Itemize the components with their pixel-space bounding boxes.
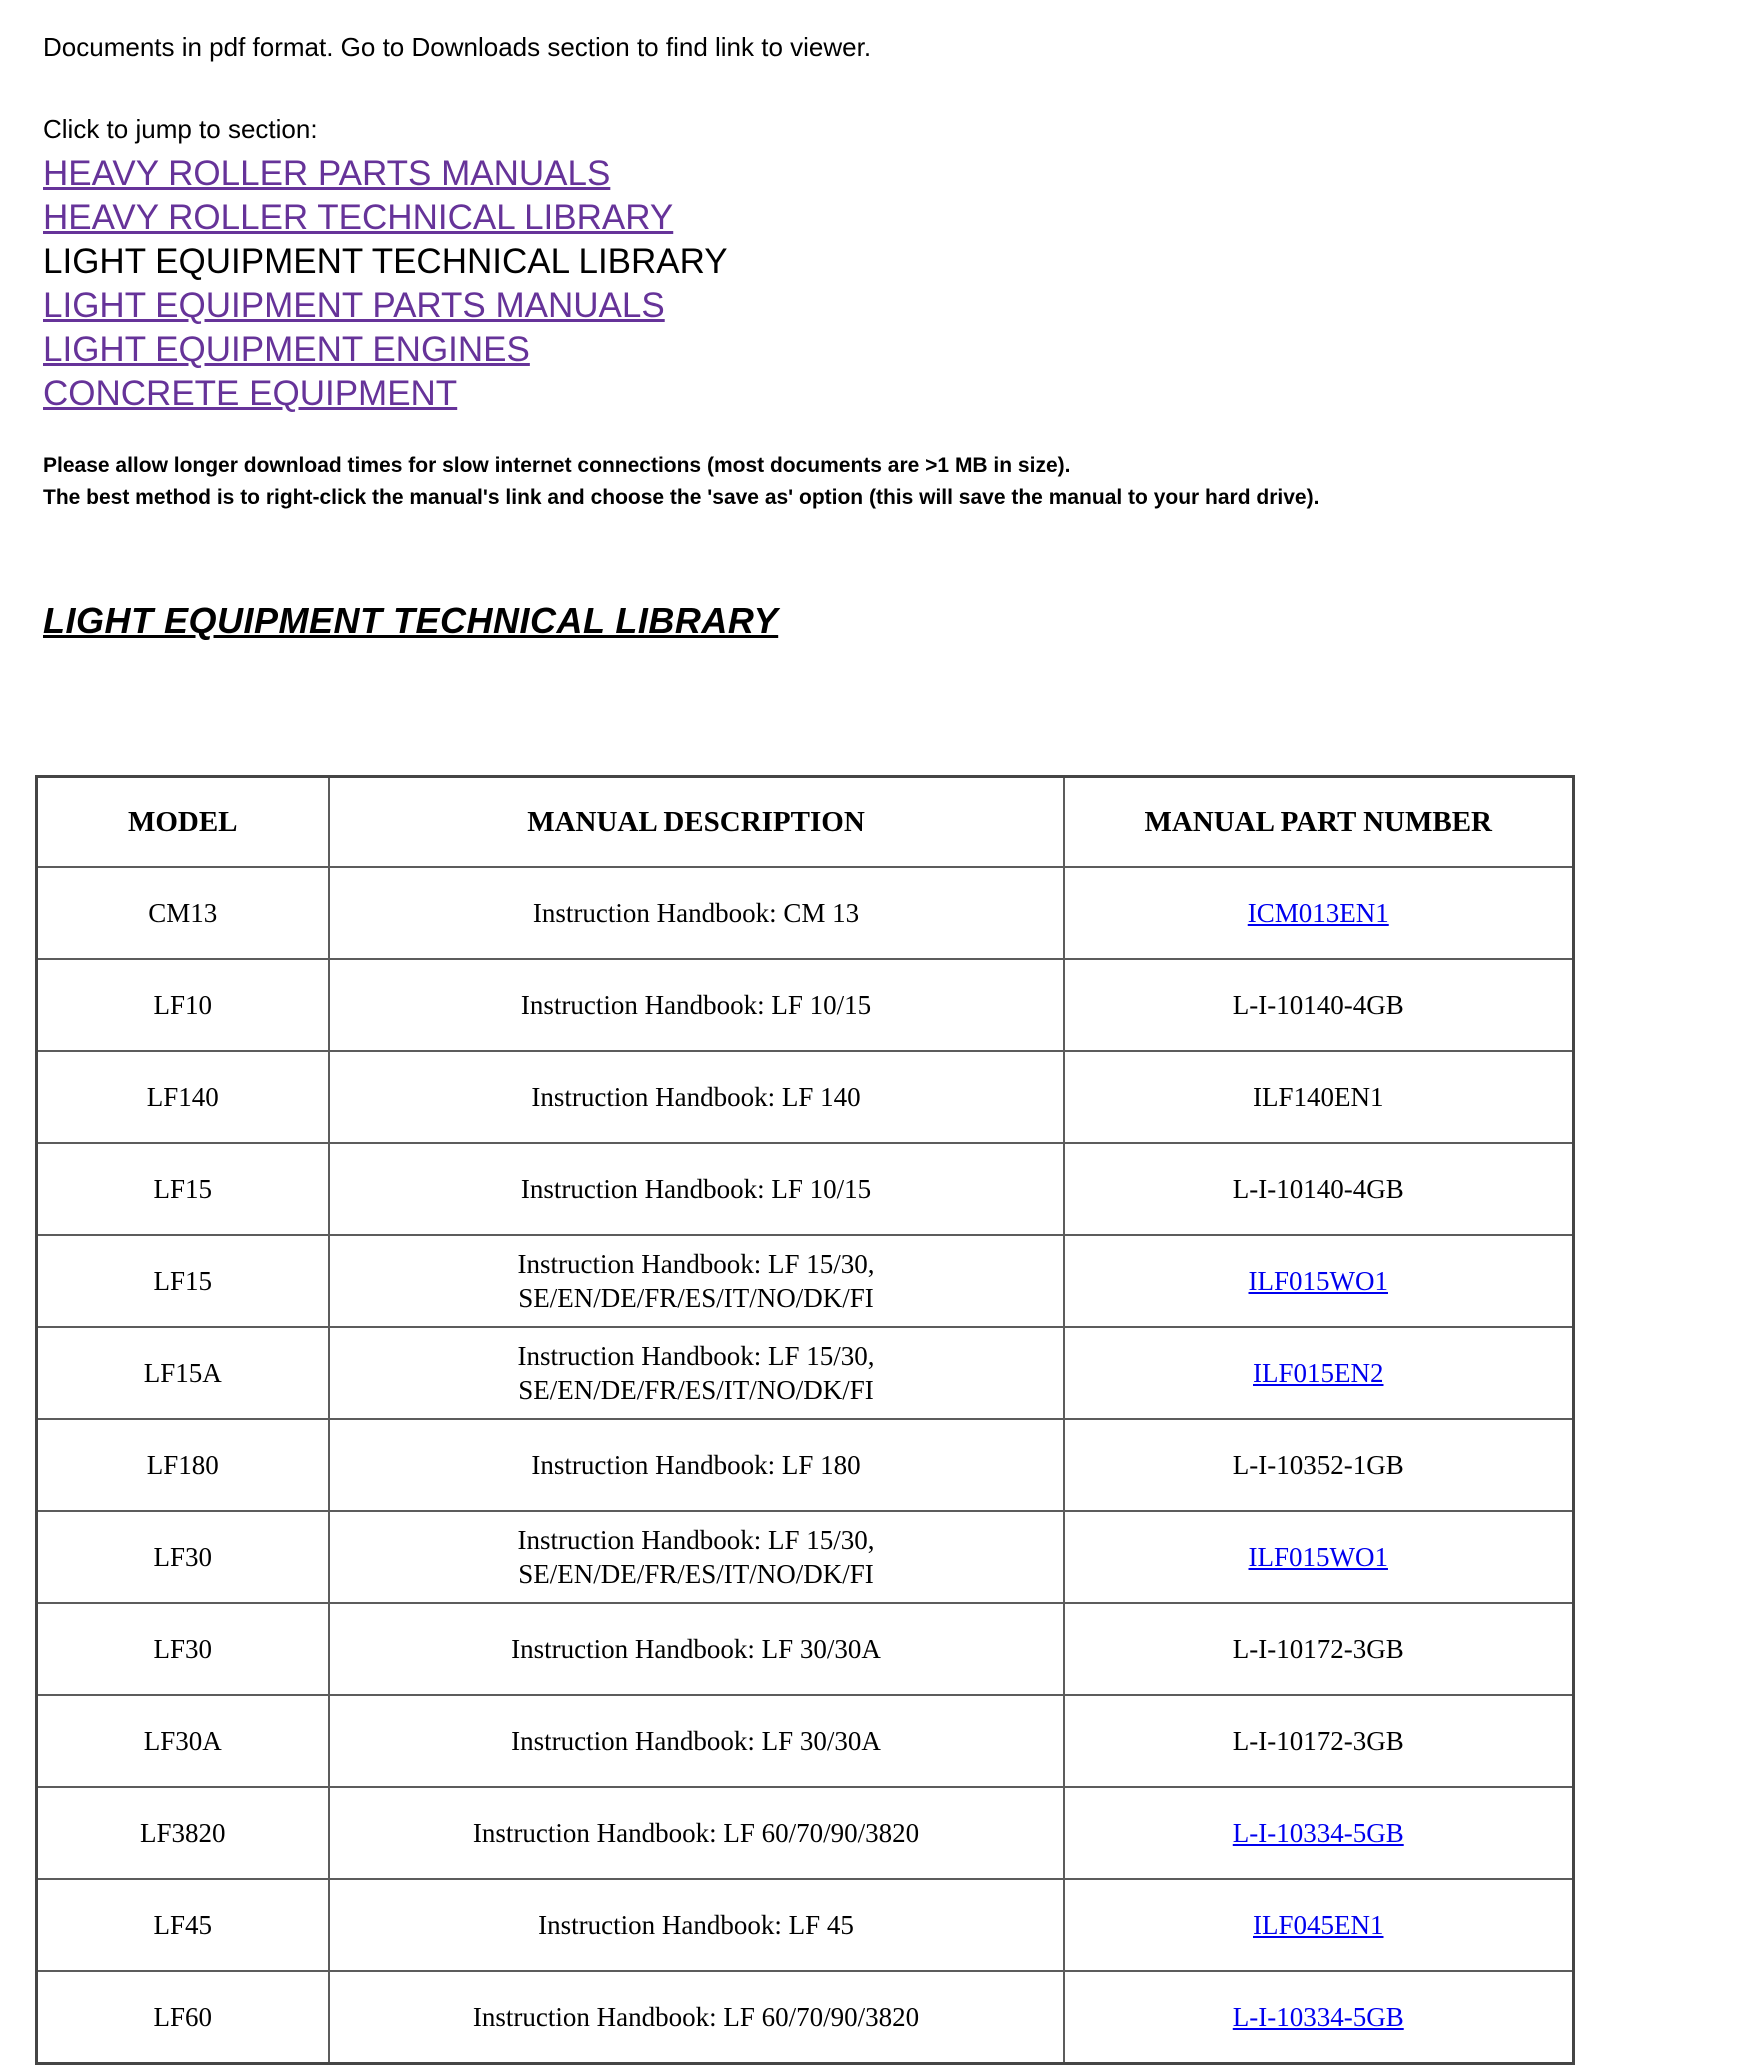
part-number-text: L-I-10352-1GB (1232, 1450, 1404, 1480)
description-line-1: Instruction Handbook: LF 30/30A (511, 1726, 881, 1756)
part-number-cell (1064, 1787, 1574, 1879)
description-line-1: Instruction Handbook: LF 60/70/90/3820 (472, 2002, 920, 2032)
jump-to-section-label: Click to jump to section: (43, 114, 318, 144)
table-row-10 (37, 1787, 1574, 1879)
description-cell (329, 1971, 1064, 2064)
section-nav-item-2: LIGHT EQUIPMENT TECHNICAL LIBRARY (43, 242, 728, 281)
description-line-1: Instruction Handbook: LF 30/30A (511, 1634, 881, 1664)
table-row-5 (37, 1327, 1574, 1419)
description-line-1: Instruction Handbook: LF 180 (531, 1450, 861, 1480)
intro-text: Documents in pdf format. Go to Downloads section to find link to viewer. (43, 32, 872, 62)
part-number-cell (1064, 1143, 1574, 1235)
column-header-part-number: MANUAL PART NUMBER (1064, 777, 1574, 868)
table-body (37, 867, 1574, 2064)
manuals-table (35, 775, 1575, 2065)
section-nav (43, 152, 1748, 416)
model-cell: LF15A (37, 1327, 329, 1419)
table-row-11 (37, 1879, 1574, 1971)
part-number-text: ILF140EN1 (1253, 1082, 1384, 1112)
model-cell: LF15 (37, 1143, 329, 1235)
section-nav-item-0[interactable]: HEAVY ROLLER PARTS MANUALS (43, 154, 611, 193)
note-line-1: Please allow longer download times for slow internet connections (most documents are >1 MB in size). (43, 454, 1071, 477)
column-header-model: MODEL (37, 777, 329, 868)
section-nav-item-1[interactable]: HEAVY ROLLER TECHNICAL LIBRARY (43, 198, 674, 237)
table-row-12 (37, 1971, 1574, 2064)
model-cell: LF180 (37, 1419, 329, 1511)
part-number-link[interactable]: L-I-10334-5GB (1232, 2002, 1404, 2032)
description-line-2: SE/EN/DE/FR/ES/IT/NO/DK/FI (518, 1375, 874, 1405)
column-header-description: MANUAL DESCRIPTION (329, 777, 1064, 868)
part-number-cell (1064, 1603, 1574, 1695)
part-number-cell (1064, 1419, 1574, 1511)
description-cell (329, 867, 1064, 959)
table-row-8 (37, 1603, 1574, 1695)
description-cell (329, 1879, 1064, 1971)
part-number-cell (1064, 1235, 1574, 1327)
part-number-cell (1064, 1511, 1574, 1603)
model-cell: LF60 (37, 1971, 329, 2064)
part-number-text: L-I-10172-3GB (1232, 1726, 1404, 1756)
model-cell: LF30A (37, 1695, 329, 1787)
description-cell (329, 1787, 1064, 1879)
section-nav-item-3[interactable]: LIGHT EQUIPMENT PARTS MANUALS (43, 286, 665, 325)
description-line-1: Instruction Handbook: LF 15/30, (517, 1341, 875, 1371)
table-row-9 (37, 1695, 1574, 1787)
model-cell: LF10 (37, 959, 329, 1051)
table-row-7 (37, 1511, 1574, 1603)
description-cell (329, 1235, 1064, 1327)
model-cell: LF30 (37, 1603, 329, 1695)
section-nav-item-4[interactable]: LIGHT EQUIPMENT ENGINES (43, 330, 530, 369)
model-cell: LF140 (37, 1051, 329, 1143)
model-cell: LF3820 (37, 1787, 329, 1879)
description-cell (329, 1419, 1064, 1511)
part-number-text: L-I-10140-4GB (1232, 1174, 1404, 1204)
description-cell (329, 1327, 1064, 1419)
part-number-cell (1064, 1971, 1574, 2064)
description-line-2: SE/EN/DE/FR/ES/IT/NO/DK/FI (518, 1559, 874, 1589)
description-cell (329, 959, 1064, 1051)
description-line-2: SE/EN/DE/FR/ES/IT/NO/DK/FI (518, 1283, 874, 1313)
description-line-1: Instruction Handbook: LF 45 (538, 1910, 854, 1940)
table-row-2 (37, 1051, 1574, 1143)
section-nav-item-5[interactable]: CONCRETE EQUIPMENT (43, 374, 458, 413)
description-line-1: Instruction Handbook: LF 60/70/90/3820 (472, 1818, 920, 1848)
model-cell: LF45 (37, 1879, 329, 1971)
part-number-link[interactable]: ILF015EN2 (1253, 1358, 1384, 1388)
section-heading: LIGHT EQUIPMENT TECHNICAL LIBRARY (43, 600, 779, 641)
table-row-6 (37, 1419, 1574, 1511)
description-line-1: Instruction Handbook: LF 10/15 (520, 990, 872, 1020)
part-number-cell (1064, 959, 1574, 1051)
model-cell: CM13 (37, 867, 329, 959)
download-notes (43, 450, 1748, 514)
description-line-1: Instruction Handbook: LF 15/30, (517, 1249, 875, 1279)
description-line-1: Instruction Handbook: LF 15/30, (517, 1525, 875, 1555)
table-row-4 (37, 1235, 1574, 1327)
table-row-3 (37, 1143, 1574, 1235)
model-cell: LF15 (37, 1235, 329, 1327)
part-number-link[interactable]: ILF045EN1 (1253, 1910, 1384, 1940)
part-number-cell (1064, 1695, 1574, 1787)
part-number-link[interactable]: ICM013EN1 (1247, 898, 1389, 928)
part-number-text: L-I-10172-3GB (1232, 1634, 1404, 1664)
part-number-cell (1064, 1327, 1574, 1419)
part-number-link[interactable]: ILF015WO1 (1248, 1266, 1388, 1296)
part-number-link[interactable]: ILF015WO1 (1248, 1542, 1388, 1572)
table-row-1 (37, 959, 1574, 1051)
description-cell (329, 1051, 1064, 1143)
table-row-0 (37, 867, 1574, 959)
part-number-cell (1064, 1879, 1574, 1971)
description-cell (329, 1603, 1064, 1695)
part-number-link[interactable]: L-I-10334-5GB (1232, 1818, 1404, 1848)
note-line-2: The best method is to right-click the manual's link and choose the 'save as' option (this will save the manual to your hard drive). (43, 486, 1320, 509)
part-number-text: L-I-10140-4GB (1232, 990, 1404, 1020)
description-line-1: Instruction Handbook: LF 10/15 (520, 1174, 872, 1204)
description-cell (329, 1511, 1064, 1603)
description-line-1: Instruction Handbook: LF 140 (531, 1082, 861, 1112)
table-header-row (37, 777, 1574, 868)
part-number-cell (1064, 867, 1574, 959)
description-cell (329, 1695, 1064, 1787)
description-line-1: Instruction Handbook: CM 13 (532, 898, 860, 928)
model-cell: LF30 (37, 1511, 329, 1603)
part-number-cell (1064, 1051, 1574, 1143)
description-cell (329, 1143, 1064, 1235)
